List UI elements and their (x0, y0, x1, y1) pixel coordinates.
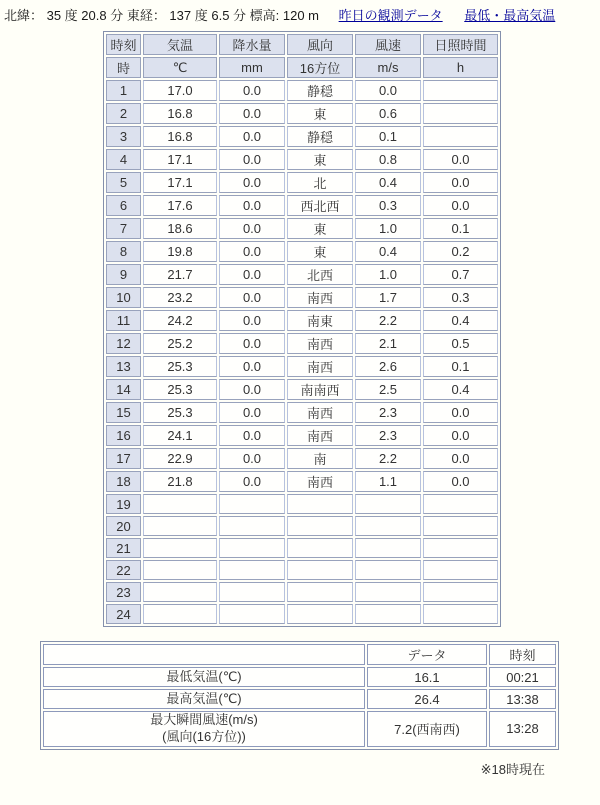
wind-speed-cell: 2.2 (355, 448, 421, 469)
wind-direction-cell (287, 494, 353, 514)
temperature-cell: 25.3 (143, 402, 217, 423)
temperature-cell: 16.8 (143, 103, 217, 124)
hour-cell: 16 (106, 425, 141, 446)
hourly-row (106, 241, 498, 262)
sunshine-cell (423, 560, 498, 580)
hourly-row (106, 287, 498, 308)
summary-row (43, 689, 556, 709)
wind-speed-cell: 1.0 (355, 264, 421, 285)
wind-speed-cell: 0.4 (355, 241, 421, 262)
hourly-row (106, 425, 498, 446)
precipitation-cell: 0.0 (219, 287, 285, 308)
hourly-row (106, 582, 498, 602)
sunshine-cell: 0.0 (423, 425, 498, 446)
hourly-row (106, 333, 498, 354)
hour-cell: 6 (106, 195, 141, 216)
summary-time-cell: 00:21 (489, 667, 556, 687)
as-of-time-note: ※18時現在 (480, 761, 545, 777)
wind-direction-cell (287, 582, 353, 602)
hourly-row (106, 310, 498, 331)
precipitation-cell (219, 582, 285, 602)
precipitation-cell: 0.0 (219, 218, 285, 239)
col-header-wind-direction: 風向 (287, 34, 353, 55)
precipitation-cell: 0.0 (219, 425, 285, 446)
wind-direction-cell: 南西 (287, 287, 353, 308)
temperature-cell (143, 582, 217, 602)
precipitation-cell: 0.0 (219, 333, 285, 354)
hourly-row (106, 103, 498, 124)
precipitation-cell: 0.0 (219, 241, 285, 262)
wind-speed-cell (355, 604, 421, 624)
sunshine-cell: 0.1 (423, 356, 498, 377)
unit-wind-direction: 16方位 (287, 57, 353, 78)
precipitation-cell (219, 538, 285, 558)
hourly-observation-table (103, 31, 501, 627)
summary-label-cell (43, 711, 365, 747)
hour-cell: 1 (106, 80, 141, 101)
precipitation-cell: 0.0 (219, 402, 285, 423)
sunshine-cell (423, 582, 498, 602)
hour-cell: 15 (106, 402, 141, 423)
precipitation-cell: 0.0 (219, 172, 285, 193)
hourly-row (106, 264, 498, 285)
temperature-cell (143, 516, 217, 536)
hour-cell: 9 (106, 264, 141, 285)
precipitation-cell: 0.0 (219, 126, 285, 147)
temperature-cell: 18.6 (143, 218, 217, 239)
precipitation-cell (219, 516, 285, 536)
header-info-line (0, 0, 600, 24)
sunshine-cell (423, 604, 498, 624)
sunshine-cell: 0.4 (423, 310, 498, 331)
temperature-cell (143, 560, 217, 580)
wind-speed-cell: 0.8 (355, 149, 421, 170)
summary-label-line1: 最高気温(℃) (166, 690, 242, 706)
precipitation-cell (219, 604, 285, 624)
wind-speed-cell (355, 494, 421, 514)
hourly-row (106, 126, 498, 147)
hour-cell: 14 (106, 379, 141, 400)
hour-cell: 4 (106, 149, 141, 170)
wind-speed-cell: 0.3 (355, 195, 421, 216)
hour-cell: 20 (106, 516, 141, 536)
wind-direction-cell: 北 (287, 172, 353, 193)
wind-direction-cell: 南西 (287, 333, 353, 354)
wind-direction-cell (287, 538, 353, 558)
summary-row (43, 667, 556, 687)
col-header-sunshine: 日照時間 (423, 34, 498, 55)
hour-cell: 12 (106, 333, 141, 354)
precipitation-cell (219, 560, 285, 580)
unit-sunshine: h (423, 57, 498, 78)
col-header-temperature: 気温 (143, 34, 217, 55)
wind-speed-cell: 0.4 (355, 172, 421, 193)
temperature-cell: 25.3 (143, 356, 217, 377)
hourly-row (106, 379, 498, 400)
temperature-cell: 19.8 (143, 241, 217, 262)
sunshine-cell: 0.3 (423, 287, 498, 308)
sunshine-cell: 0.7 (423, 264, 498, 285)
temperature-cell: 21.8 (143, 471, 217, 492)
sunshine-cell: 0.5 (423, 333, 498, 354)
hourly-row (106, 560, 498, 580)
yesterday-data-link[interactable]: 昨日の観測データ (338, 8, 443, 23)
hourly-row (106, 356, 498, 377)
sunshine-cell: 0.0 (423, 471, 498, 492)
wind-speed-cell (355, 538, 421, 558)
summary-time-cell: 13:28 (489, 711, 556, 747)
station-coordinates: 北緯： 35 度 20.8 分 東経： 137 度 6.5 分 標高: 120 m (4, 8, 319, 23)
wind-speed-cell: 1.0 (355, 218, 421, 239)
hourly-row (106, 402, 498, 423)
precipitation-cell: 0.0 (219, 448, 285, 469)
wind-speed-cell: 0.6 (355, 103, 421, 124)
sunshine-cell: 0.4 (423, 379, 498, 400)
precipitation-cell: 0.0 (219, 471, 285, 492)
summary-value-cell: 26.4 (367, 689, 487, 709)
hour-cell: 2 (106, 103, 141, 124)
temperature-cell (143, 494, 217, 514)
summary-label-line1: 最低気温(℃) (166, 668, 242, 684)
hour-cell: 3 (106, 126, 141, 147)
wind-speed-cell (355, 582, 421, 602)
sunshine-cell: 0.1 (423, 218, 498, 239)
hour-cell: 19 (106, 494, 141, 514)
temperature-cell: 17.1 (143, 149, 217, 170)
temperature-cell: 16.8 (143, 126, 217, 147)
precipitation-cell: 0.0 (219, 264, 285, 285)
hour-cell: 17 (106, 448, 141, 469)
wind-direction-cell: 静穏 (287, 126, 353, 147)
wind-speed-cell: 1.7 (355, 287, 421, 308)
temperature-cell: 21.7 (143, 264, 217, 285)
wind-direction-cell: 東 (287, 103, 353, 124)
wind-direction-cell: 東 (287, 149, 353, 170)
wind-speed-cell: 2.6 (355, 356, 421, 377)
summary-value-cell: 7.2(西南西) (367, 711, 487, 747)
col-header-precipitation: 降水量 (219, 34, 285, 55)
wind-direction-cell: 静穏 (287, 80, 353, 101)
precipitation-cell: 0.0 (219, 80, 285, 101)
unit-wind-speed: m/s (355, 57, 421, 78)
hourly-row (106, 80, 498, 101)
col-header-wind-speed: 風速 (355, 34, 421, 55)
wind-speed-cell (355, 560, 421, 580)
hour-cell: 18 (106, 471, 141, 492)
summary-value-cell: 16.1 (367, 667, 487, 687)
sunshine-cell (423, 103, 498, 124)
hourly-row (106, 604, 498, 624)
temperature-cell (143, 538, 217, 558)
sunshine-cell: 0.0 (423, 149, 498, 170)
wind-speed-cell: 0.1 (355, 126, 421, 147)
summary-header-row (43, 644, 556, 665)
hour-cell: 10 (106, 287, 141, 308)
sunshine-cell: 0.0 (423, 402, 498, 423)
sunshine-cell: 0.0 (423, 172, 498, 193)
temperature-cell: 24.1 (143, 425, 217, 446)
wind-speed-cell: 2.1 (355, 333, 421, 354)
wind-speed-cell: 2.3 (355, 402, 421, 423)
precipitation-cell (219, 494, 285, 514)
precipitation-cell: 0.0 (219, 379, 285, 400)
precipitation-cell: 0.0 (219, 310, 285, 331)
temperature-cell: 17.1 (143, 172, 217, 193)
wind-direction-cell: 西北西 (287, 195, 353, 216)
hour-cell: 13 (106, 356, 141, 377)
summary-row (43, 711, 556, 747)
summary-label-line1: 最大瞬間風速(m/s) (150, 712, 258, 727)
min-max-temp-link[interactable]: 最低・最高気温 (464, 8, 556, 23)
sunshine-cell: 0.2 (423, 241, 498, 262)
wind-speed-cell: 2.5 (355, 379, 421, 400)
summary-label-cell (43, 689, 365, 709)
column-header-row (106, 34, 498, 55)
unit-precipitation: mm (219, 57, 285, 78)
wind-direction-cell (287, 516, 353, 536)
temperature-cell: 23.2 (143, 287, 217, 308)
temperature-cell (143, 604, 217, 624)
hourly-row (106, 538, 498, 558)
wind-direction-cell: 南東 (287, 310, 353, 331)
wind-direction-cell: 南南西 (287, 379, 353, 400)
wind-speed-cell: 1.1 (355, 471, 421, 492)
wind-direction-cell: 南西 (287, 356, 353, 377)
wind-direction-cell: 南西 (287, 425, 353, 446)
wind-direction-cell (287, 560, 353, 580)
hour-cell: 7 (106, 218, 141, 239)
sunshine-cell (423, 516, 498, 536)
summary-time-header: 時刻 (489, 644, 556, 665)
wind-speed-cell: 2.2 (355, 310, 421, 331)
hourly-row (106, 494, 498, 514)
wind-direction-cell: 南西 (287, 402, 353, 423)
hourly-row (106, 218, 498, 239)
temperature-cell: 25.2 (143, 333, 217, 354)
hourly-row (106, 471, 498, 492)
hour-cell: 22 (106, 560, 141, 580)
wind-direction-cell: 東 (287, 241, 353, 262)
precipitation-cell: 0.0 (219, 103, 285, 124)
sunshine-cell: 0.0 (423, 195, 498, 216)
temperature-cell: 17.6 (143, 195, 217, 216)
col-header-time: 時刻 (106, 34, 141, 55)
temperature-cell: 17.0 (143, 80, 217, 101)
wind-direction-cell (287, 604, 353, 624)
temperature-cell: 24.2 (143, 310, 217, 331)
sunshine-cell: 0.0 (423, 448, 498, 469)
summary-data-header: データ (367, 644, 487, 665)
wind-direction-cell: 北西 (287, 264, 353, 285)
summary-label-line2: (風向(16方位)) (162, 728, 246, 744)
temperature-cell: 22.9 (143, 448, 217, 469)
hour-cell: 24 (106, 604, 141, 624)
sunshine-cell (423, 538, 498, 558)
hourly-row (106, 172, 498, 193)
unit-header-row (106, 57, 498, 78)
hourly-row (106, 516, 498, 536)
precipitation-cell: 0.0 (219, 356, 285, 377)
temperature-cell: 25.3 (143, 379, 217, 400)
hourly-row (106, 195, 498, 216)
sunshine-cell (423, 80, 498, 101)
hour-cell: 21 (106, 538, 141, 558)
summary-label-cell (43, 667, 365, 687)
summary-time-cell: 13:38 (489, 689, 556, 709)
hour-cell: 11 (106, 310, 141, 331)
hour-cell: 23 (106, 582, 141, 602)
wind-direction-cell: 南西 (287, 471, 353, 492)
wind-speed-cell (355, 516, 421, 536)
sunshine-cell (423, 126, 498, 147)
precipitation-cell: 0.0 (219, 149, 285, 170)
hourly-row (106, 149, 498, 170)
hour-cell: 8 (106, 241, 141, 262)
hourly-row (106, 448, 498, 469)
wind-speed-cell: 2.3 (355, 425, 421, 446)
unit-time: 時 (106, 57, 141, 78)
wind-speed-cell: 0.0 (355, 80, 421, 101)
hour-cell: 5 (106, 172, 141, 193)
summary-empty-header (43, 644, 365, 665)
precipitation-cell: 0.0 (219, 195, 285, 216)
wind-direction-cell: 東 (287, 218, 353, 239)
wind-direction-cell: 南 (287, 448, 353, 469)
extremes-summary-table (40, 641, 559, 750)
sunshine-cell (423, 494, 498, 514)
unit-temperature: ℃ (143, 57, 217, 78)
